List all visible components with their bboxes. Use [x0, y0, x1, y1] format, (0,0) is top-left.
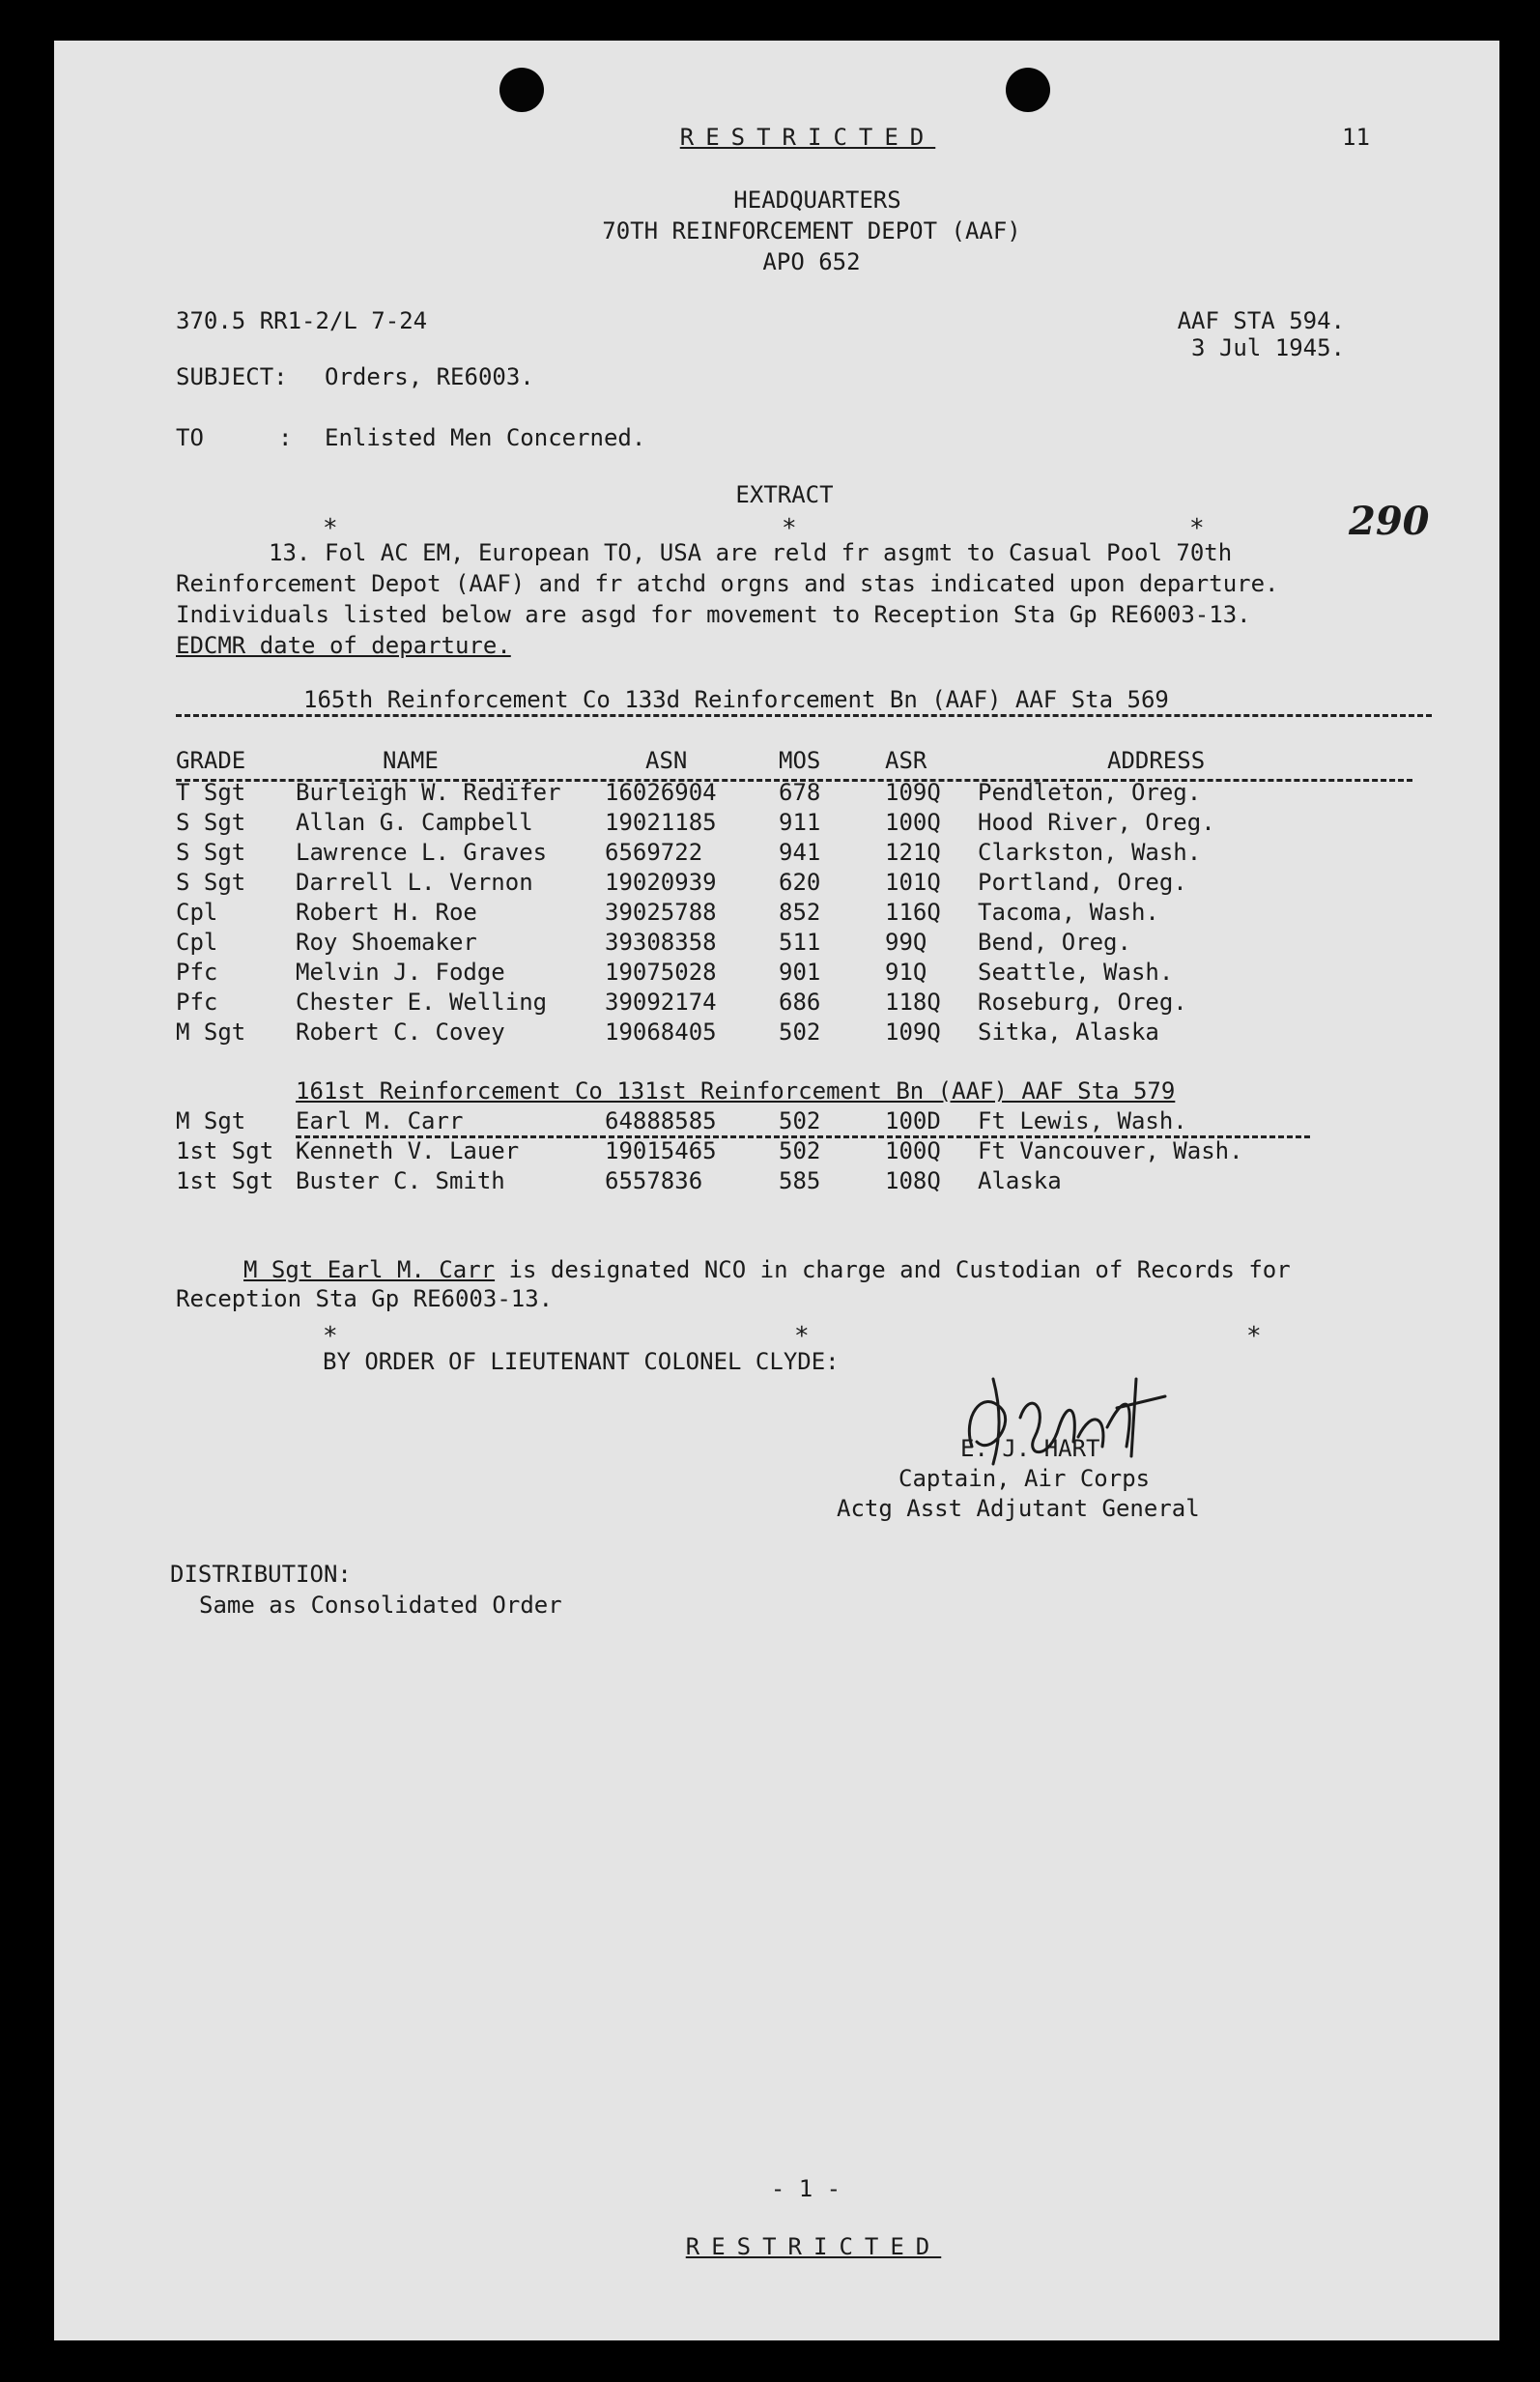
asr-cell: 100Q: [885, 1137, 941, 1164]
address-cell: Ft Vancouver, Wash.: [978, 1137, 1243, 1164]
mos-cell: 686: [779, 989, 821, 1016]
grade-cell: S Sgt: [176, 839, 246, 866]
grade-cell: M Sgt: [176, 1107, 246, 1134]
column-header: GRADE: [176, 747, 246, 774]
table-row: [54, 1166, 1499, 1196]
name-cell: Earl M. Carr: [296, 1107, 464, 1134]
mos-cell: 678: [779, 779, 821, 806]
mos-cell: 911: [779, 809, 821, 836]
grade-cell: Pfc: [176, 989, 218, 1016]
subject-value: Orders, RE6003.: [325, 363, 534, 390]
asr-cell: 121Q: [885, 839, 941, 866]
document-page: [54, 41, 1499, 2340]
address-cell: Roseburg, Oreg.: [978, 989, 1187, 1016]
by-order-line: BY ORDER OF LIEUTENANT COLONEL CLYDE:: [323, 1348, 840, 1375]
column-header: MOS: [779, 747, 821, 774]
mos-cell: 511: [779, 929, 821, 956]
asr-cell: 109Q: [885, 779, 941, 806]
name-cell: Robert H. Roe: [296, 899, 477, 926]
address-cell: Pendleton, Oreg.: [978, 779, 1202, 806]
address-cell: Ft Lewis, Wash.: [978, 1107, 1187, 1134]
handwritten-number: 290: [1349, 499, 1430, 544]
table-header: [54, 746, 1499, 776]
asr-cell: 100Q: [885, 809, 941, 836]
table-row: [54, 988, 1499, 1018]
table-row: [54, 958, 1499, 988]
address-cell: Seattle, Wash.: [978, 959, 1174, 986]
mos-cell: 941: [779, 839, 821, 866]
mos-cell: 901: [779, 959, 821, 986]
group-title: 165th Reinforcement Co 133d Reinforcement Bn (AAF) AAF Sta 569: [303, 686, 1169, 713]
grade-cell: 1st Sgt: [176, 1137, 274, 1164]
punch-hole: [499, 68, 544, 112]
designation-text: is designated NCO in charge and Custodian of Records for: [495, 1256, 1291, 1283]
name-cell: Robert C. Covey: [296, 1019, 505, 1046]
to-colon: :: [278, 424, 293, 451]
to-label: TO: [176, 424, 204, 451]
signatory-title: Actg Asst Adjutant General: [837, 1495, 1200, 1522]
mos-cell: 502: [779, 1137, 821, 1164]
header-apo: APO 652: [762, 248, 861, 275]
page-number: 11: [1342, 124, 1370, 151]
name-cell: Roy Shoemaker: [296, 929, 477, 956]
paragraph-line: Reinforcement Depot (AAF) and fr atchd orgns and stas indicated upon departure.: [176, 570, 1279, 597]
group-title: 161st Reinforcement Co 131st Reinforcement Bn (AAF) AAF Sta 579: [296, 1077, 1176, 1105]
asr-cell: 101Q: [885, 869, 941, 896]
table-row: [54, 808, 1499, 838]
asn-cell: 19015465: [605, 1137, 717, 1164]
address-cell: Tacoma, Wash.: [978, 899, 1159, 926]
grade-cell: T Sgt: [176, 779, 246, 806]
mos-cell: 585: [779, 1167, 821, 1194]
designation-line: [243, 1255, 1291, 1284]
separator-star: *: [782, 514, 797, 543]
paragraph-number: 13.: [269, 539, 311, 566]
signatory-name: E. J. HART: [960, 1435, 1100, 1462]
name-cell: Darrell L. Vernon: [296, 869, 533, 896]
asn-cell: 6557836: [605, 1167, 703, 1194]
asn-cell: 39092174: [605, 989, 717, 1016]
grade-cell: Pfc: [176, 959, 218, 986]
column-header: ASN: [645, 747, 688, 774]
station: AAF STA 594.: [1177, 307, 1345, 334]
table-row: [54, 1106, 1499, 1136]
distribution-value: Same as Consolidated Order: [199, 1592, 562, 1619]
designated-nco-name: M Sgt Earl M. Carr: [243, 1256, 496, 1283]
separator-star: *: [1189, 514, 1205, 543]
table-row: [54, 898, 1499, 928]
grade-cell: M Sgt: [176, 1019, 246, 1046]
separator-star: *: [794, 1322, 810, 1351]
asn-cell: 6569722: [605, 839, 703, 866]
address-cell: Sitka, Alaska: [978, 1019, 1159, 1046]
grade-cell: 1st Sgt: [176, 1167, 274, 1194]
asn-cell: 64888585: [605, 1107, 717, 1134]
asr-cell: 108Q: [885, 1167, 941, 1194]
file-reference: 370.5 RR1-2/L 7-24: [176, 307, 428, 334]
asr-cell: 91Q: [885, 959, 927, 986]
asn-cell: 39308358: [605, 929, 717, 956]
distribution-label: DISTRIBUTION:: [170, 1561, 352, 1588]
asn-cell: 19020939: [605, 869, 717, 896]
asr-cell: 116Q: [885, 899, 941, 926]
extract-label: EXTRACT: [735, 481, 834, 508]
separator-star: *: [323, 1322, 338, 1351]
table-row: [54, 1136, 1499, 1166]
column-header: NAME: [383, 747, 439, 774]
header-depot: 70TH REINFORCEMENT DEPOT (AAF): [602, 217, 1021, 244]
separator-star: *: [1246, 1322, 1262, 1351]
mos-cell: 852: [779, 899, 821, 926]
table-row: [54, 778, 1499, 808]
to-value: Enlisted Men Concerned.: [325, 424, 646, 451]
punch-hole: [1006, 68, 1050, 112]
table-row: [54, 928, 1499, 958]
asn-cell: 19068405: [605, 1019, 717, 1046]
mos-cell: 620: [779, 869, 821, 896]
address-cell: Bend, Oreg.: [978, 929, 1131, 956]
separator-star: *: [323, 514, 338, 543]
mos-cell: 502: [779, 1019, 821, 1046]
table-row: [54, 838, 1499, 868]
address-cell: Portland, Oreg.: [978, 869, 1187, 896]
subject-label: SUBJECT:: [176, 363, 288, 390]
mos-cell: 502: [779, 1107, 821, 1134]
asr-cell: 118Q: [885, 989, 941, 1016]
name-cell: Lawrence L. Graves: [296, 839, 548, 866]
divider: [176, 714, 1432, 717]
signatory-rank: Captain, Air Corps: [898, 1465, 1151, 1492]
address-cell: Alaska: [978, 1167, 1062, 1194]
designation-line: Reception Sta Gp RE6003-13.: [176, 1285, 554, 1312]
asn-cell: 19021185: [605, 809, 717, 836]
paragraph-line: Fol AC EM, European TO, USA are reld fr asgmt to Casual Pool 70th: [325, 539, 1233, 566]
grade-cell: S Sgt: [176, 809, 246, 836]
name-cell: Kenneth V. Lauer: [296, 1137, 520, 1164]
asr-cell: 100D: [885, 1107, 941, 1134]
grade-cell: S Sgt: [176, 869, 246, 896]
order-date: 3 Jul 1945.: [1191, 334, 1345, 361]
grade-cell: Cpl: [176, 929, 218, 956]
asn-cell: 39025788: [605, 899, 717, 926]
classification-bottom: RESTRICTED: [685, 2233, 942, 2260]
asr-cell: 109Q: [885, 1019, 941, 1046]
name-cell: Melvin J. Fodge: [296, 959, 505, 986]
name-cell: Allan G. Campbell: [296, 809, 533, 836]
name-cell: Chester E. Welling: [296, 989, 548, 1016]
asn-cell: 19075028: [605, 959, 717, 986]
address-cell: Clarkston, Wash.: [978, 839, 1202, 866]
address-cell: Hood River, Oreg.: [978, 809, 1215, 836]
footer-page-number: - 1 -: [770, 2175, 841, 2202]
classification-top: RESTRICTED: [679, 124, 936, 151]
column-header: ADDRESS: [1107, 747, 1206, 774]
name-cell: Burleigh W. Redifer: [296, 779, 561, 806]
table-row: [54, 1018, 1499, 1048]
table-row: [54, 868, 1499, 898]
column-header: ASR: [885, 747, 927, 774]
asn-cell: 16026904: [605, 779, 717, 806]
name-cell: Buster C. Smith: [296, 1167, 505, 1194]
paragraph-line: Individuals listed below are asgd for movement to Reception Sta Gp RE6003-13.: [176, 601, 1251, 628]
grade-cell: Cpl: [176, 899, 218, 926]
header-headquarters: HEADQUARTERS: [733, 187, 901, 214]
paragraph-line: EDCMR date of departure.: [176, 632, 511, 659]
asr-cell: 99Q: [885, 929, 927, 956]
